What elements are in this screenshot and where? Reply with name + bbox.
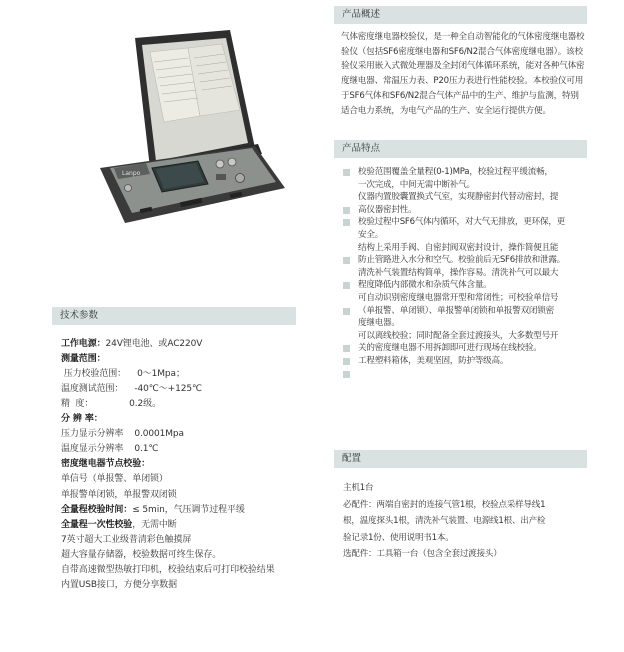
feature-item [343, 242, 593, 267]
spec-value: 精 度： 0.2级。 [61, 399, 161, 410]
spec-line [61, 427, 184, 442]
config-line: 必配件：两端自密封的连接气管1根，校验点采样导线1 [343, 499, 546, 510]
spec-label: 测量范围： [61, 354, 106, 365]
feature-line: 校验范围覆盖全量程(0-1)MPa，校验过程平缓流畅， [358, 167, 553, 177]
bullet-square-icon [343, 282, 350, 289]
spec-value: 单信号（单报警、单闭锁） [61, 474, 168, 485]
feature-line: 清洗补气装置结构简单，操作容易。清洗补气可以最大 [358, 267, 559, 278]
feature-item [343, 166, 593, 191]
feature-line: 关的密度继电器不用拆卸即可进行现场在线校验。 [358, 343, 542, 354]
spec-value: 24V锂电池、或AC220V [105, 339, 203, 349]
spec-label: 工作电源： [61, 339, 106, 349]
feature-line: 安全。 [358, 229, 384, 240]
spec-value: 温度显示分辨率 0.1℃ [61, 444, 159, 455]
spec-value: 单报警单闭锁，单报警双闭锁 [61, 489, 177, 500]
spec-line [61, 457, 150, 472]
bullet-square-icon [343, 308, 350, 315]
spec-line [61, 367, 185, 382]
feature-item [343, 267, 593, 292]
spec-line [61, 563, 275, 578]
spec-label: 全量程校验时间： [61, 504, 133, 515]
feature-line: 可自动识别密度继电器常开型和常闭性；可校验单信号 [358, 292, 559, 303]
spec-line [61, 578, 177, 593]
instrument-case-illustration [80, 18, 295, 238]
config-list [343, 480, 593, 563]
spec-line [61, 337, 202, 352]
feature-item [343, 292, 593, 330]
spec-value: 压力校验范围： 0～1Mpa； [61, 369, 185, 380]
feature-item [343, 330, 593, 355]
spec-line [61, 352, 106, 367]
spec-value: 压力显示分辨率 0.0001Mpa [61, 429, 184, 440]
feature-line: 一次完成，中间无需中断补气。 [358, 179, 475, 190]
feature-line: 程度降低内部微水和杂质气体含量。 [358, 280, 492, 291]
spec-label: 全量程一次性校验 [61, 519, 133, 530]
feature-line: （单报警、单闭锁）、单报警单闭锁和单报警双闭锁密 [358, 305, 554, 316]
bullet-square-icon [343, 169, 350, 176]
feature-line: 结构上采用手阀、自密封阀双密封设计，操作简便且能 [358, 242, 559, 253]
config-line: 选配件：工具箱一台（包含全套过渡接头） [343, 549, 502, 559]
spec-line [61, 488, 177, 503]
spec-label: 分 辨 率： [61, 414, 103, 425]
spec-line [61, 548, 221, 563]
config-line: 验记录1份、使用说明书1本。 [343, 532, 454, 543]
config-line: 主机1台 [343, 483, 374, 493]
feature-line: 校验过程中SF6气体内循环，对大气无排放，更环保，更 [358, 217, 566, 228]
bullet-square-icon [343, 257, 350, 264]
spec-value: 超大容量存储器，校验数据可终生保存。 [61, 549, 222, 560]
feature-item [343, 368, 593, 381]
spec-line [61, 442, 158, 457]
feature-item [343, 216, 593, 241]
feature-line: 高仪器密封性。 [358, 204, 417, 215]
spec-value: 温度测试范围： -40℃～+125℃ [61, 384, 202, 395]
features-list [343, 166, 593, 380]
feature-line: 仪器内置胶囊置换式气室，实现静密封代替动密封，提 [358, 192, 559, 203]
config-header: 配置 [334, 450, 587, 468]
bullet-square-icon [343, 219, 350, 226]
config-line: 根，温度探头1根，清洗补气装置、电源线1根、出产检 [343, 516, 546, 526]
spec-value: 7英寸超大工业级普清彩色触摸屏 [61, 534, 192, 545]
spec-value: 自带高速微型热敏打印机，校验结束后可打印校验结果 [61, 564, 275, 575]
spec-line [61, 412, 103, 427]
spec-label: 密度继电器节点校验： [61, 459, 151, 470]
feature-item [343, 355, 593, 368]
feature-line: 防止管路进入水分和空气。校验前后无SF6排放和泄露。 [358, 255, 566, 266]
brand-logo: Lanpo [122, 170, 141, 177]
spec-value: ，无需中断 [132, 519, 177, 530]
bullet-square-icon [343, 358, 350, 365]
spec-value: 内置USB接口，方便分享数据 [61, 579, 178, 590]
overview-text: 气体密度继电器校验仪，是一种全自动智能化的气体密度继电器校验仪（包括SF6密度继电器和SF6/N2混合气体密度继电器）。该校验仪采用嵌入式微处理器及全封闭气体循环系统，能对各种气体密度继电器、常温压力表、P20压力表进行性能校验。本校验仪可用于SF6气体和SF6/N2混合气体产品中的生产、维护与监测，特别适合电力系统，为电气产品的生产、安全运行提供方便。 [341, 32, 585, 116]
spec-line [61, 397, 161, 412]
feature-line: 可以离线校验；同时配备全套过渡接头，大多数型号开 [358, 330, 559, 341]
spec-line [61, 382, 202, 397]
bullet-square-icon [343, 207, 350, 214]
feature-line: 工程塑料箱体，美观坚固，防护等级高。 [358, 355, 509, 366]
bullet-square-icon [343, 345, 350, 352]
feature-item [343, 191, 593, 216]
spec-line [61, 472, 168, 487]
specs-header: 技术参数 [52, 307, 296, 325]
feature-line: 度继电器。 [358, 318, 400, 329]
bullet-square-icon [343, 371, 350, 378]
spec-line [61, 503, 245, 518]
spec-line [61, 533, 191, 548]
features-header: 产品特点 [334, 140, 587, 158]
spec-value: ≤ 5min，气压调节过程平缓 [132, 504, 245, 515]
spec-line [61, 518, 177, 533]
product-image [80, 18, 295, 238]
overview-header: 产品概述 [334, 6, 587, 24]
